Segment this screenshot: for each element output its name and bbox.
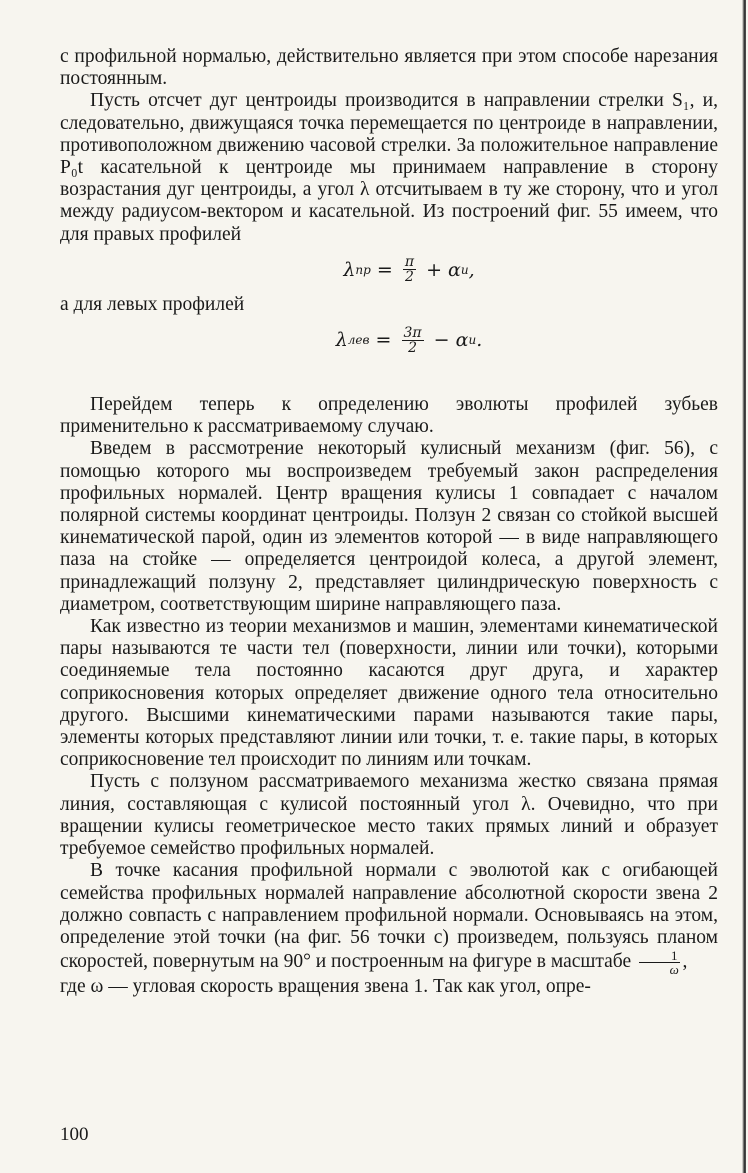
- page-edge-shadow: [742, 0, 746, 1173]
- fraction-3pi-over-2: $\frac{3\pi}{2}$: [403, 324, 422, 356]
- paragraph-angular-velocity: где ω — угловая скорость вращения звена 1. Так как угол, опре-: [60, 976, 591, 998]
- paragraph-slider-line: Пусть с ползуном рассматриваемого механизма жестко связана прямая линия, составляющая с кулисой постоянный угол λ. Очевидно, что при вращении кулисы геометрическое место таких прямых линий и образует требуемое семейство профильных нормалей.: [60, 771, 718, 860]
- paragraph-left-profiles: а для левых профилей: [60, 293, 245, 315]
- formula-right-profiles: λ пр = $\frac{\pi}{2}$ + α и ,: [343, 254, 475, 286]
- paragraph-evolute-intro: Перейдем теперь к определению эволюты профилей зубьев применительно к рассматриваемому случаю.: [60, 394, 718, 438]
- paragraph-continuation: с профильной нормалью, действительно является при этом способе нарезания постоянным.: [60, 46, 718, 90]
- paragraph-centroid-direction: Пусть отсчет дуг центроиды производится в направлении стрелки S₁, и, следовательно, движущаяся точка перемещается по центроиде в направлении, противоположном движению часовой стрелки. За положительное направление P₀t касательной к центроиде мы принимаем направление в сторону возрастания дуг центроиды, а угол λ отсчитываем в ту же сторону, что и угол между радиусом-вектором и касательной. Из построений фиг. 55 имеем, что для правых профилей: [60, 90, 718, 245]
- paragraph-kinematic-pairs: Как известно из теории механизмов и машин, элементами кинематической пары называются те части тел (поверхности, линии или точки), которыми соединяемые тела постоянно касаются друг друга, и характер соприкосновения которых определяет движение одного тела относительно другого. Высшими кинематическими парами называются такие пары, элементы которых представляют линии или точки, т. е. такие пары, в которых соприкосновение тел происходит по линиям или точкам.: [60, 616, 718, 771]
- fraction-1-over-omega: $\frac{1}{\omega}$: [639, 949, 680, 976]
- paragraph-tangency-point: В точке касания профильной нормали с эволютой как с огибающей семейства профильных нормалей направление абсолютной скорости звена 2 должно совпасть с направлением профильной нормали. Основываясь на этом, определение этой точки (на фиг. 56 точки c) произведем, пользуясь планом скоростей, повернутым на 90° и построенным на фигуре в масштабе $\frac{1}{\omega}$ ,: [60, 860, 718, 978]
- page-number: 100: [60, 1124, 89, 1145]
- paragraph-slotted-mechanism: Введем в рассмотрение некоторый кулисный механизм (фиг. 56), с помощью которого мы воспроизведем требуемый закон распределения профильных нормалей. Центр вращения кулисы 1 совпадает с началом полярной системы координат центроиды. Ползун 2 связан со стойкой высшей кинематической парой, один из элементов которой — в виде направляющего паза на стойке — определяется центроидой колеса, а другой элемент, принадлежащий ползуну 2, представляет цилиндрическую поверхность с диаметром, соответствующим ширине направляющего паза.: [60, 438, 718, 615]
- fraction-pi-over-2: $\frac{\pi}{2}$: [404, 254, 415, 286]
- formula-left-profiles: λ лев = $\frac{3\pi}{2}$ − α и .: [335, 324, 483, 356]
